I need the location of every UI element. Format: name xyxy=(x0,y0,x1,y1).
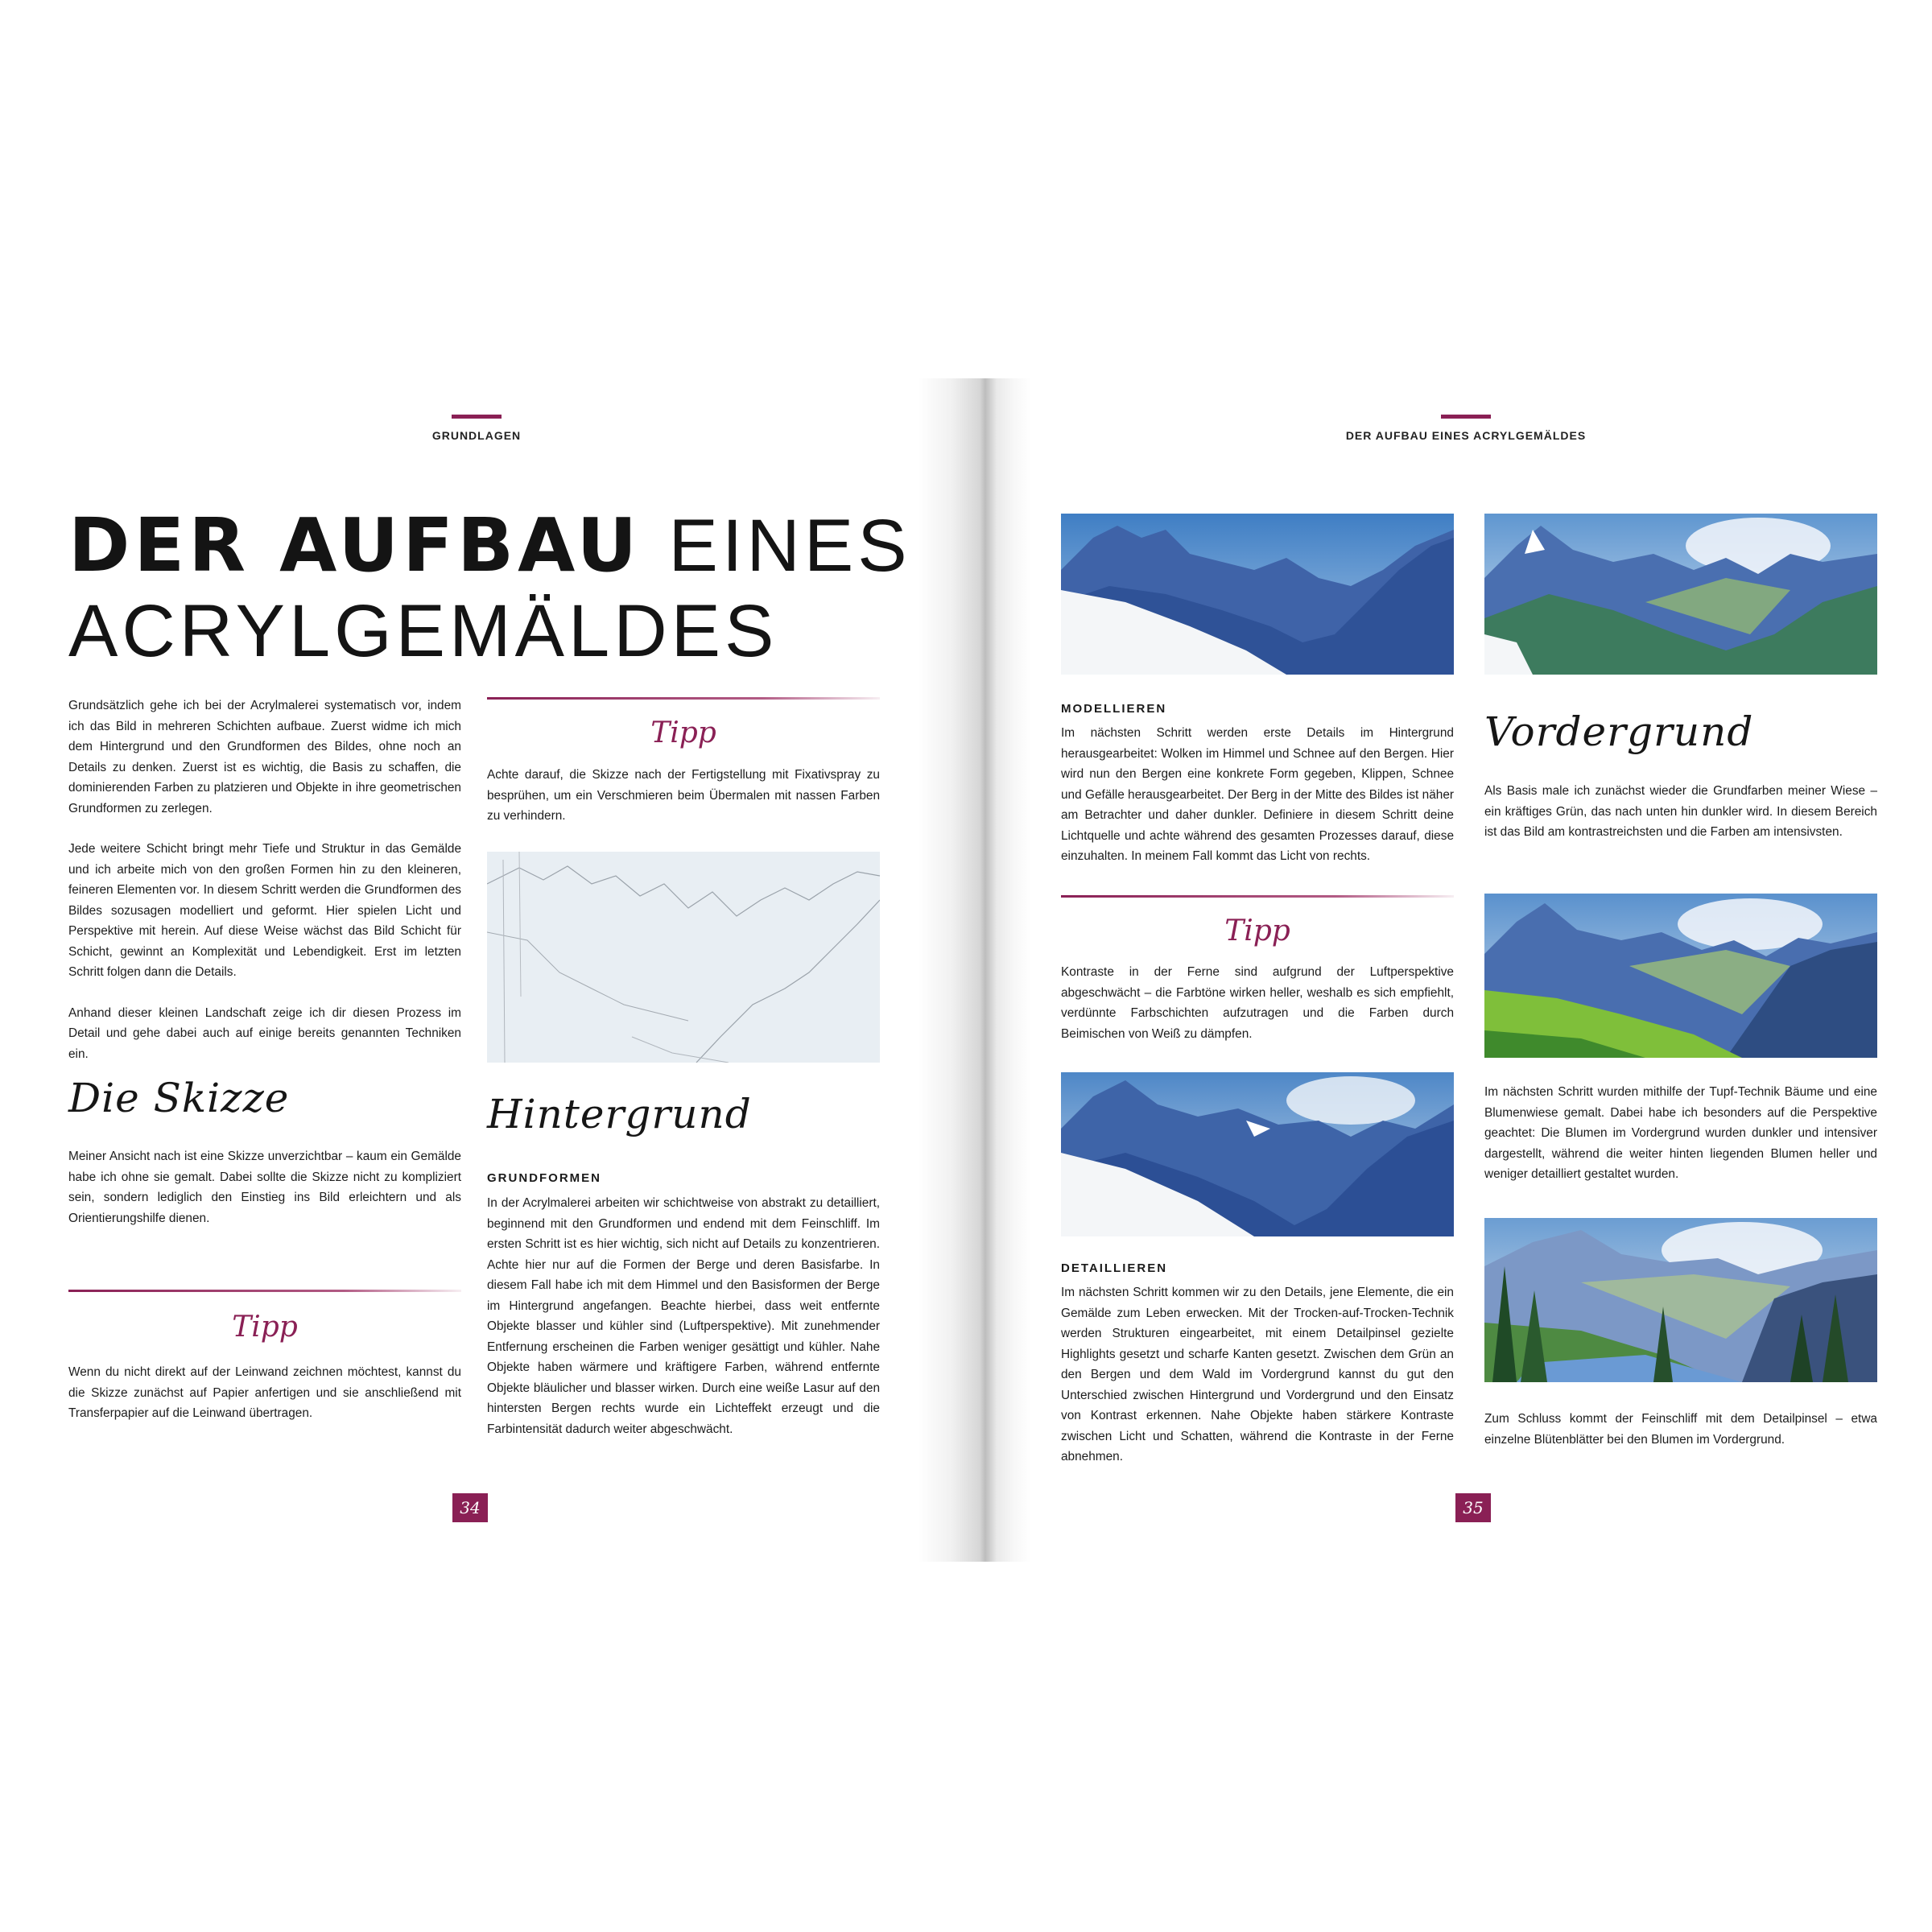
running-head-left: GRUNDLAGEN xyxy=(431,429,522,442)
intro-paragraph-1: Grundsätzlich gehe ich bei der Acrylmalerei systematisch vor, indem ich das Bild in mehreren Schichten aufbaue. Zuerst widme ich mich dem Hintergrund und den Grundformen des Bildes, ohne noch an Details zu denken. Zuerst ist es wichtig, die Basis zu schaffen, die dominierenden Farben zu platzieren und Objekte in ihre geometrischen Grundformen zu zerlegen. xyxy=(68,699,461,815)
feinschliff-text: Zum Schluss kommt der Feinschliff mit dem Detailpinsel – etwa einzelne Blütenblätter bei den Blumen im Vordergrund. xyxy=(1484,1412,1877,1447)
tipp-rule-left xyxy=(68,1290,461,1292)
page-title xyxy=(68,503,911,674)
intro-paragraph-3: Anhand dieser kleinen Landschaft zeige ich dir diesen Prozess im Detail und gehe dabei auch auf einige bereits genannten Techniken ein. xyxy=(68,1005,461,1061)
painting-step-vordergrund xyxy=(1484,894,1877,1058)
painting-step-modellieren xyxy=(1484,514,1877,675)
painting-final xyxy=(1484,1218,1877,1382)
tipp-text-left: Wenn du nicht direkt auf der Leinwand zeichnen möchtest, kannst du die Skizze zunächst auf Papier anfertigen und sie anschließend mit Transferpapier auf die Leinwand übertragen. xyxy=(68,1365,461,1420)
grundformen-text: In der Acrylmalerei arbeiten wir schichtweise von abstrakt zu detailliert, beginnend mit den Grundformen und endend mit dem Feinschliff. Im ersten Schritt ist es hier wichtig, sich nicht auf Details zu konzentrieren. Achte hier nur auf die Formen der Berge und deren Basisfarbe. In diesem Fall habe ich mit dem Himmel und den Basisformen der Berge im Hintergrund angefangen. Beachte hierbei, dass weit entfernte Objekte blasser und kühler sind (Luftperspektive). Mit zunehmender Entfernung erscheinen die Farben weniger gesättigt und kühler. Nahe Objekte haben wärmere und kräftigere Farben, während entfernte Objekte bläulicher und blasser wirken. Durch eine weiße Lasur auf den hintersten Bergen rechts wurde ein Lichteffekt erzeugt und die Farbintensität dadurch weiter abgeschwächt. xyxy=(487,1196,880,1436)
title-light-1: EINES xyxy=(668,505,911,587)
tipp-rule-right xyxy=(1061,895,1454,898)
tipp-text-right: Kontraste in der Ferne sind aufgrund der Luftperspektive abgeschwächt – die Farbtöne wirken heller, weshalb es sich empfiehlt, verdünnte Farbschichten aufzutragen und die Farben durch Beimischen von Weiß zu dämpfen. xyxy=(1061,965,1454,1041)
running-head-bar-left xyxy=(452,415,502,419)
page-number-right: 35 xyxy=(1455,1493,1491,1522)
detaillieren-text: Im nächsten Schritt kommen wir zu den Details, jene Elemente, die ein Gemälde zum Leben erwecken. Mit der Trocken-auf-Trocken-Technik werden Strukturen eingearbeitet, mit einem Detailpinsel gezielte Highlights gesetzt und scharfe Kanten gesetzt. Zwischen dem Grün an den Bergen und dem Wald im Vordergrund kannst du gut den Unterschied zwischen Hintergrund und Vordergrund und den Einsatz von Kontrast erkennen. Nahe Objekte haben stärkere Kontraste zwischen Licht und Schatten, während die Kontraste in der Ferne abnehmen. xyxy=(1061,1286,1454,1463)
painting-step-grundformen xyxy=(1061,514,1454,675)
tipp-rule-right-col xyxy=(487,697,880,700)
tupf-text: Im nächsten Schritt wurden mithilfe der Tupf-Technik Bäume und eine Blumenwiese gemalt. Dabei habe ich besonders auf die Perspektive geachtet: Die Blumen im Vordergrund wurden dunkler und intensiver dargestellt, während die weiter hinten liegenden Blumen heller und weniger detailliert gestaltet wurden. xyxy=(1484,1085,1877,1181)
title-bold: DER AUFBAU xyxy=(68,502,642,588)
grundformen-subhead: GRUNDFORMEN xyxy=(487,1171,601,1185)
page-number-left: 34 xyxy=(452,1493,488,1522)
tipp-heading-right: Tipp xyxy=(1224,914,1290,947)
intro-paragraph-2: Jede weitere Schicht bringt mehr Tiefe und Struktur in das Gemälde und ich arbeite mich von den großen Formen hin zu den kleineren, feineren Elementen vor. In diesem Schritt werden die Grundformen des Bildes sozusagen modelliert und geformt. Hier spielen Licht und Perspektive mit herein. Auf diese Weise wächst das Bild Schicht für Schicht, gewinnt an Komplexität und Lebendigkeit. Erst im letzten Schritt folgen dann die Details. xyxy=(68,842,461,979)
book-gutter-shadow xyxy=(918,378,1030,1562)
detaillieren-subhead: DETAILLIEREN xyxy=(1061,1261,1168,1275)
tipp-heading-right-col: Tipp xyxy=(650,716,716,749)
skizze-text: Meiner Ansicht nach ist eine Skizze unverzichtbar – kaum ein Gemälde habe ich ohne sie gemalt. Dabei sollte die Skizze nicht zu kompliziert sein, sondern lediglich den Einstieg ins Bild erleichtern und als Orientierungshilfe dienen. xyxy=(68,1150,461,1225)
sketch-image xyxy=(487,852,880,1063)
running-head-right: DER AUFBAU EINES ACRYLGEMÄLDES xyxy=(1345,429,1587,442)
painting-step-detaillieren xyxy=(1061,1072,1454,1236)
vordergrund-text: Als Basis male ich zunächst wieder die Grundfarben meiner Wiese – ein kräftiges Grün, das nach unten hin dunkler wird. In diesem Bereich ist das Bild am kontrastreichsten und die Farben am intensivsten. xyxy=(1484,784,1877,839)
modellieren-text: Im nächsten Schritt werden erste Details im Hintergrund herausgearbeitet: Wolken im Himmel und Schnee auf den Bergen. Hier wird nun den Bergen eine konkrete Form gegeben, Klippen, Schnee und Gefälle herausgearbeitet. Der Berg in der Mitte des Bildes ist näher am Betrachter und daher dunkler. Definiere in diesem Schritt deine Lichtquelle und achte während des gesamten Prozesses darauf, diese einzuhalten. In meinem Fall kommt das Licht von rechts. xyxy=(1061,726,1454,863)
skizze-heading: Die Skizze xyxy=(68,1075,290,1121)
running-head-bar-right xyxy=(1441,415,1491,419)
title-light-2: ACRYLGEMÄLDES xyxy=(68,590,778,672)
tipp-text-right-col: Achte darauf, die Skizze nach der Fertigstellung mit Fixativspray zu besprühen, um ein Verschmieren beim Übermalen mit nassen Farben zu verhindern. xyxy=(487,768,880,823)
tipp-heading-left: Tipp xyxy=(232,1311,298,1344)
vordergrund-heading: Vordergrund xyxy=(1484,708,1754,755)
modellieren-subhead: MODELLIEREN xyxy=(1061,702,1167,716)
hintergrund-heading: Hintergrund xyxy=(487,1091,752,1137)
intro-text xyxy=(68,696,461,1084)
